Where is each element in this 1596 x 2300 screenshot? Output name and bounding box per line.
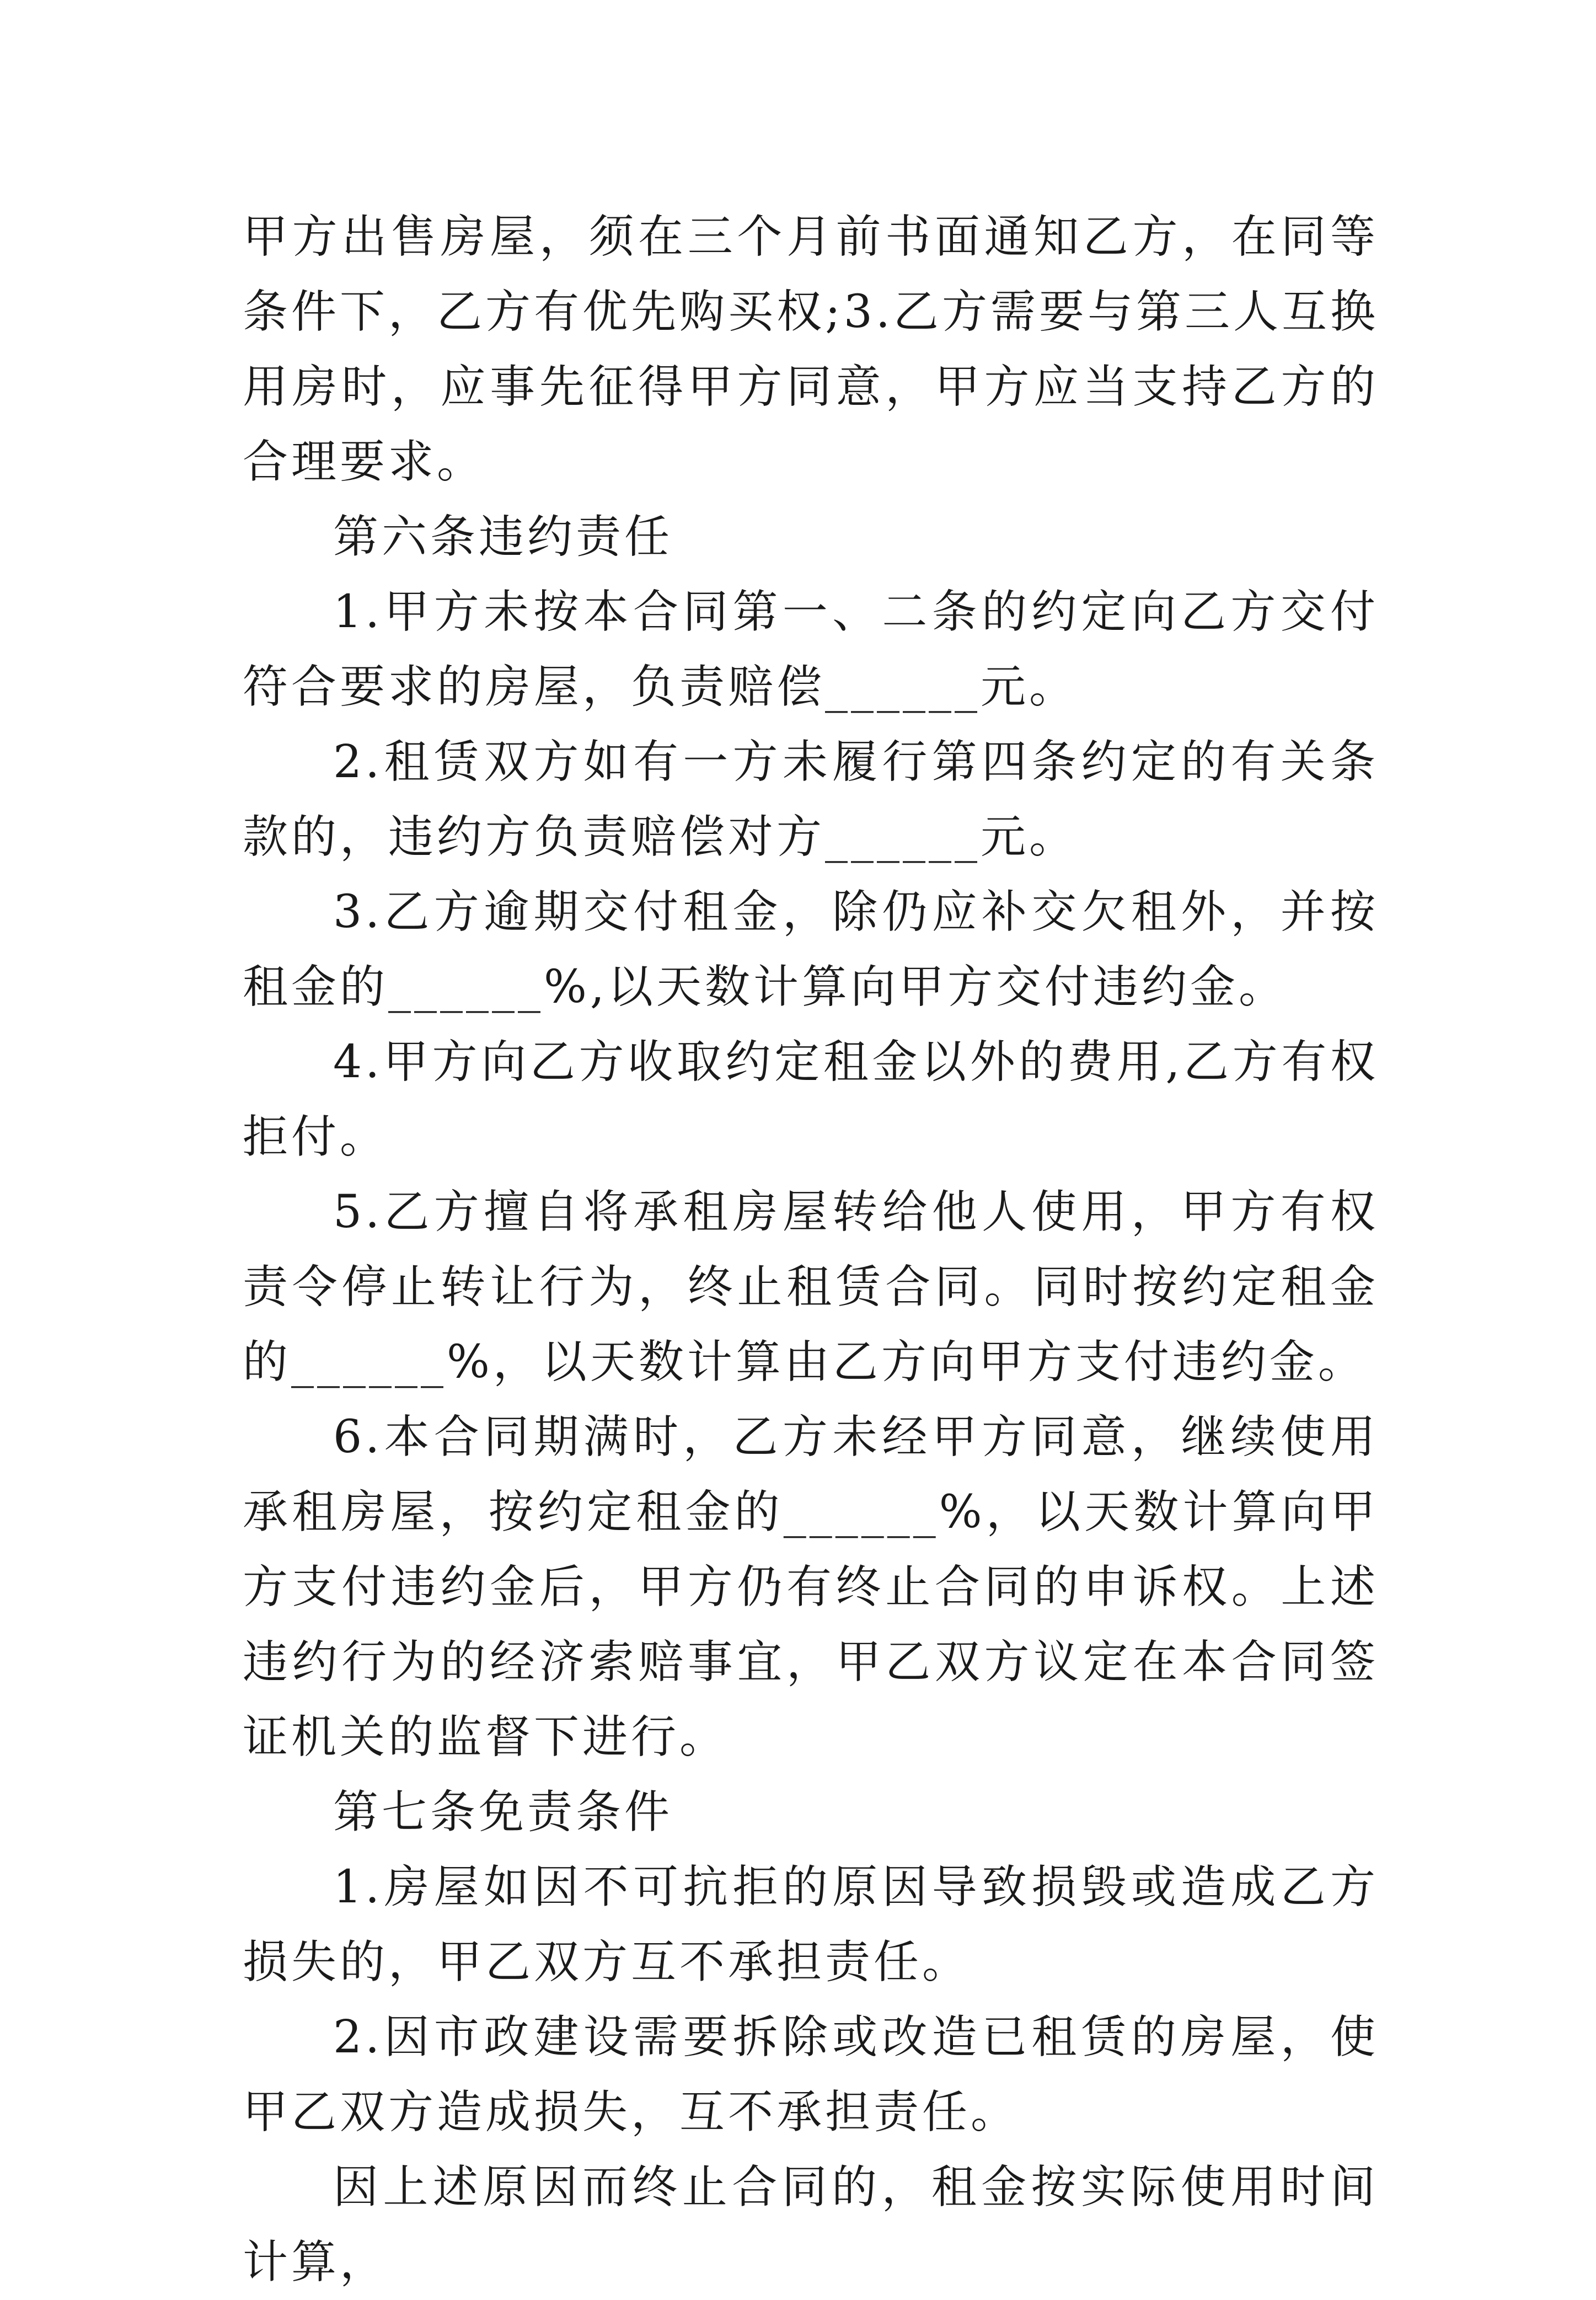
section-heading-article-7: 第七条免责条件	[333, 1786, 673, 1838]
clause-7-1: 1.房屋如因不可抗拒的原因导致损毁或造成乙方损失的，甲乙双方互不承担责任。	[243, 1861, 1379, 1988]
clause-6-4: 4.甲方向乙方收取约定租金以外的费用,乙方有权拒付。	[243, 1036, 1379, 1163]
section-heading-article-6: 第六条违约责任	[333, 511, 673, 563]
clause-6-5: 5.乙方擅自将承租房屋转给他人使用，甲方有权责令停止转让行为，终止租赁合同。同时按约定租金的______%，以天数计算由乙方向甲方支付违约金。	[243, 1186, 1379, 1388]
clause-6-3: 3.乙方逾期交付租金，除仍应补交欠租外，并按租金的______%,以天数计算向甲方交付违约金。	[243, 886, 1379, 1013]
clause-7-2: 2.因市政建设需要拆除或改造已租赁的房屋，使甲乙双方造成损失，互不承担责任。	[243, 2011, 1379, 2138]
document-body	[243, 200, 1379, 2300]
clause-6-6: 6.本合同期满时，乙方未经甲方同意，继续使用承租房屋，按约定租金的______%，以天数计算向甲方支付违约金后，甲方仍有终止合同的申诉权。上述违约行为的经济索赔事宜，甲乙双方议定在本合同签证机关的监督下进行。	[243, 1411, 1379, 1763]
clause-6-1: 1.甲方未按本合同第一、二条的约定向乙方交付符合要求的房屋，负责赔偿______元。	[243, 586, 1379, 713]
paragraph-continuation: 甲方出售房屋，须在三个月前书面通知乙方，在同等条件下，乙方有优先购买权;3.乙方需要与第三人互换用房时，应事先征得甲方同意，甲方应当支持乙方的合理要求。	[243, 211, 1379, 488]
clause-6-2: 2.租赁双方如有一方未履行第四条约定的有关条款的，违约方负责赔偿对方______元。	[243, 736, 1379, 863]
paragraph-termination-rent: 因上述原因而终止合同的，租金按实际使用时间计算，	[243, 2161, 1379, 2288]
